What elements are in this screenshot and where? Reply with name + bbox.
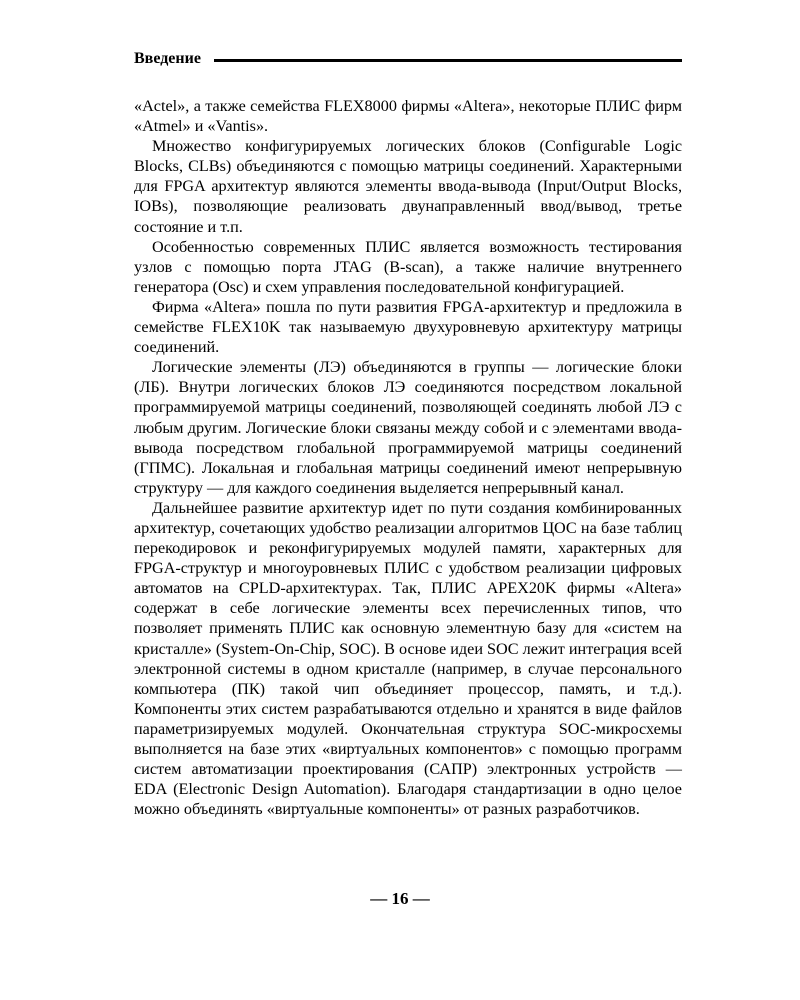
paragraph: Множество конфигурируемых логических блоков (Configurable Logic Blocks, CLBs) объединяются с помощью матрицы соединений. Характерными для FPGA архитектур являются элементы ввода-вывода (Input/Output Blocks, IOBs), позволяющие реализовать двунаправленный ввод/вывод, третье состояние и т.п. [134,137,682,236]
section-title: Введение [134,50,201,67]
header-rule [214,59,682,62]
running-header [134,49,682,69]
body-text [134,96,682,819]
paragraph: Фирма «Altera» пошла по пути развития FPGA-архитектур и предложила в семействе FLEX10K так называемую двухуровневую архитектуру матрицы соединений. [134,297,682,357]
page-number: — 16 — [370,889,430,908]
paragraph: «Actel», а также семейства FLEX8000 фирмы «Altera», некоторые ПЛИС фирм «Atmel» и «Vantis». [134,97,682,136]
paragraph: Логические элементы (ЛЭ) объединяются в группы — логические блоки (ЛБ). Внутри логических блоков ЛЭ соединяются посредством локальной программируемой матрицы соединений, позволяющей соединять любой ЛЭ с любым другим. Логические блоки связаны между собой и с элементами ввода-вывода посредством глобальной программируемой матрицы соединений (ГПМС). Локальная и глобальная матрицы соединений имеют непрерывную структуру — для каждого соединения выделяется непрерывный канал. [134,358,682,497]
paragraph: Дальнейшее развитие архитектур идет по пути создания комбинированных архитектур, сочетающих удобство реализации алгоритмов ЦОС на базе таблиц перекодировок и реконфигурируемых модулей памяти, характерных для FPGA-структур и многоуровневых ПЛИС с удобством реализации цифровых автоматов на CPLD-архитектурах. Так, ПЛИС APEX20K фирмы «Altera» содержат в себе логические элементы всех перечисленных типов, что позволяет применять ПЛИС как основную элементную базу для «систем на кристалле» (System-On-Chip, SOC). В основе идеи SOC лежит интеграция всей электронной системы в одном кристалле (например, в случае персонального компьютера (ПК) такой чип объединяет процессор, память, и т.д.). Компоненты этих систем разрабатываются отдельно и хранятся в виде файлов параметризируемых модулей. Окончательная структура SOC-микросхемы выполняется на базе этих «виртуальных компонентов» с помощью программ систем автоматизации проектирования (САПР) электронных устройств — EDA (Electronic Design Automation). Благодаря стандартизации в одно целое можно объединять «виртуальные компоненты» от разных разработчиков. [134,498,682,819]
paragraph: Особенностью современных ПЛИС является возможность тестирования узлов с помощью порта JTAG (B-scan), а также наличие внутреннего генератора (Osc) и схем управления последовательной конфигурацией. [134,237,682,296]
